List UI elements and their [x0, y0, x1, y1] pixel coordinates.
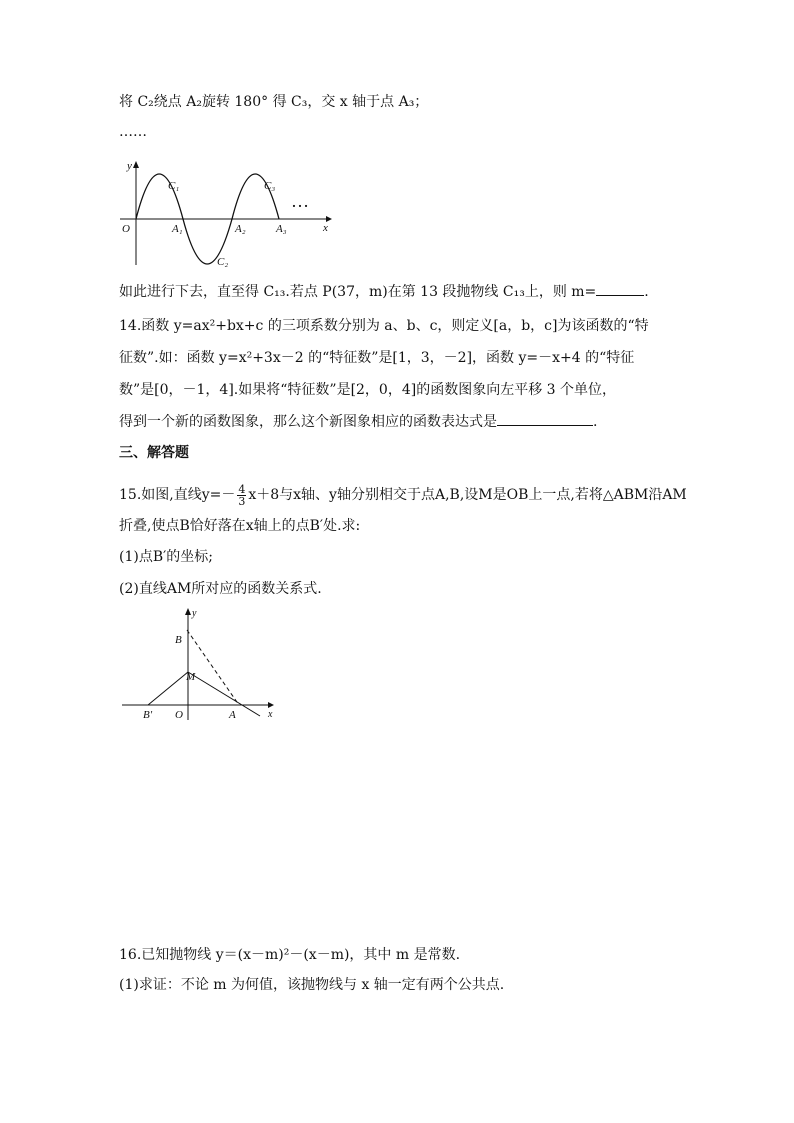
q14-line-3: 数”是[0，－1，4].如果将“特征数”是[2，0，4]的函数图象向左平移 3 个单位， [119, 382, 617, 398]
q15-line-2: 折叠,使点B恰好落在x轴上的点B′处.求: [119, 518, 361, 534]
label-a1: A₁ [172, 223, 183, 235]
q14-line-4 [119, 411, 597, 432]
fig2-x-arrow [268, 702, 274, 708]
fig1-x-label: x [323, 222, 328, 234]
q13-final-line [119, 281, 649, 302]
line-am [188, 672, 260, 716]
fig2-origin-label: O [175, 709, 183, 721]
q13-period: . [644, 284, 649, 300]
label-c2: C₂ [217, 256, 229, 268]
q15-text-b: x＋8与x轴、y轴分别相交于点A,B,设M是OB上一点,若将△ABM沿AM [248, 487, 687, 503]
q14-period: . [593, 414, 598, 430]
dashed-line-ba [187, 630, 239, 705]
figure-fold-diagram [118, 606, 288, 721]
fig2-x-label: x [268, 709, 273, 720]
fraction-numerator: 4 [238, 482, 246, 496]
label-c3: C₃ [264, 180, 276, 192]
q14-line-2: 征数”.如：函数 y=x²+3x－2 的“特征数”是[1，3，－2]，函数 y=－x+4 的“特征 [119, 350, 635, 366]
label-b-prime: B′ [143, 709, 153, 721]
figure-parabola-chain [116, 155, 346, 275]
label-m: M [186, 671, 196, 683]
fraction-four-thirds [237, 484, 246, 507]
segment-bp-m [148, 672, 188, 705]
fig2-y-arrow [185, 608, 191, 615]
q14-text: 得到一个新的函数图象，那么这个新图象相应的函数表达式是 [119, 414, 497, 430]
fig1-origin-label: O [122, 223, 130, 235]
q15-part-1: (1)点B′的坐标; [119, 549, 214, 565]
q16-line-1: 16.已知抛物线 y＝(x－m)²－(x－m)，其中 m 是常数. [119, 947, 461, 963]
q15-line-1 [119, 481, 687, 509]
q16-part-1: (1)求证：不论 m 为何值，该抛物线与 x 轴一定有两个公共点. [119, 977, 505, 993]
fig1-continuation-dots: … [291, 191, 309, 211]
q15-text-a: 15.如图,直线y=－ [119, 487, 236, 503]
q15-part-2: (2)直线AM所对应的函数关系式. [119, 581, 322, 597]
q13-answer-blank[interactable] [596, 281, 644, 296]
label-a: A [229, 709, 236, 721]
section-heading-solutions: 三、解答题 [119, 445, 189, 461]
text-line-c3-rotation: 将 C₂绕点 A₂旋转 180° 得 C₃，交 x 轴于点 A₃； [119, 94, 429, 110]
label-a3: A₃ [276, 223, 287, 235]
fig2-y-label: y [192, 608, 197, 619]
ellipsis-line: …… [119, 124, 147, 140]
fig1-y-arrow [133, 161, 139, 168]
fig1-y-label: y [127, 160, 132, 172]
label-a2: A₂ [235, 223, 246, 235]
label-c1: C₁ [168, 180, 180, 192]
label-b: B [175, 634, 182, 646]
q14-answer-blank[interactable] [497, 411, 593, 426]
fraction-denominator: 3 [238, 494, 246, 508]
q14-line-1: 14.函数 y=ax²+bx+c 的三项系数分别为 a、b、c，则定义[a，b，c]为该函数的“特 [119, 318, 649, 334]
q13-text: 如此进行下去，直至得 C₁₃.若点 P(37，m)在第 13 段抛物线 C₁₃上，则 m= [119, 284, 597, 300]
